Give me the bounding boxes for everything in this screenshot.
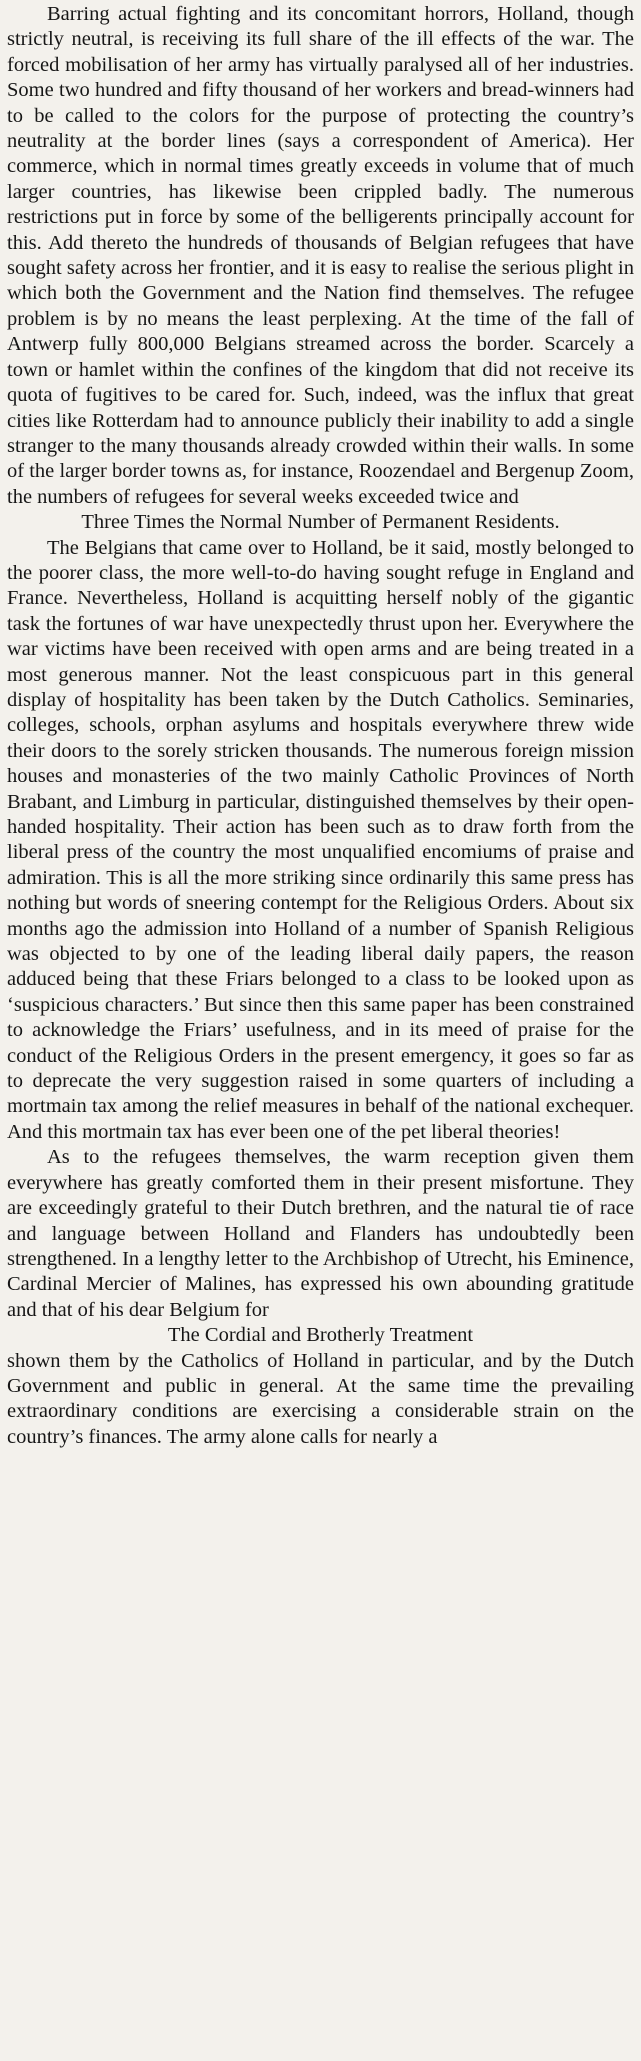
article-paragraph-1: Barring actual fighting and its concomitant horrors, Holland, though strictly neutral, is receiving its full share of the ill effects of the war. The forced mobilisation of her army has virtually paralysed all of her industries. Some two hundred and fifty thousand of her workers and bread-winners had to be called to the colors for the purpose of protecting the country’s neutrality at the border lines (says a correspondent of America). Her commerce, which in normal times greatly exceeds in volume that of much larger countries, has likewise been crippled badly. The numerous restrictions put in force by some of the belligerents principally account for this. Add thereto the hundreds of thousands of Belgian refugees that have sought safety across her frontier, and it is easy to realise the serious plight in which both the Government and the Nation find themselves. The refugee problem is by no means the least perplexing. At the time of the fall of Antwerp fully 800,000 Belgians streamed across the border. Scarcely a town or hamlet within the confines of the kingdom that did not receive its quota of fugitives to be cared for. Such, indeed, was the influx that great cities like Rotterdam had to announce publicly their inability to add a single stranger to the many thousands already crowded within their walls. In some of the larger border towns as, for instance, Roozendael and Bergenup Zoom, the numbers of refugees for several weeks exceeded twice and (7, 3, 634, 508)
article-paragraph-4: shown them by the Catholics of Holland in particular, and by the Dutch Government and public in general. At the same time the prevailing extraordinary conditions are exercising a considerable strain on the country’s finances. The army alone calls for nearly a (7, 1349, 634, 1448)
subheading-cordial-treatment: The Cordial and Brotherly Treatment (167, 1324, 474, 1347)
article-paragraph-3: As to the refugees themselves, the warm reception given them everywhere has greatly comforted them in their present misfortune. They are exceedingly grateful to their Dutch brethren, and the natural tie of race and language between Holland and Flanders has undoubtedly been strengthened. In a lengthy letter to the Archbishop of Utrecht, his Eminence, Cardinal Mercier of Malines, has expressed his own abounding gratitude and that of his dear Belgium for (7, 1146, 634, 1321)
article-paragraph-2: The Belgians that came over to Holland, be it said, mostly belonged to the poorer class, the more well-to-do having sought refuge in England and France. Nevertheless, Holland is acquitting herself nobly of the gigantic task the fortunes of war have unexpectedly thrust upon her. Everywhere the war victims have been received with open arms and are being treated in a most generous manner. Not the least conspicuous part in this general display of hospitality has been taken by the Dutch Catholics. Seminaries, colleges, schools, orphan asylums and hospitals everywhere threw wide their doors to the sorely stricken thousands. The numerous foreign mission houses and monasteries of the two mainly Catholic Provinces of North Brabant, and Limburg in particular, distinguished themselves by their open-handed hospitality. Their action has been such as to draw forth from the liberal press of the country the most unqualified encomiums of praise and admiration. This is all the more striking since ordinarily this same press has nothing but words of sneering contempt for the Religious Orders. About six months ago the admission into Holland of a number of Spanish Religious was objected to by one of the leading liberal daily papers, the reason adduced being that these Friars belonged to a class to be looked upon as ‘suspicious characters.’ But since then this same paper has been constrained to acknowledge the Friars’ usefulness, and in its meed of praise for the conduct of the Religious Orders in the present emergency, it goes so far as to deprecate the very suggestion raised in some quarters of including a mortmain tax among the relief measures in behalf of the national exchequer. And this mortmain tax has ever been one of the pet liberal theories! (7, 536, 634, 1143)
subheading-three-times: Three Times the Normal Number of Permanent Residents. (81, 511, 560, 534)
